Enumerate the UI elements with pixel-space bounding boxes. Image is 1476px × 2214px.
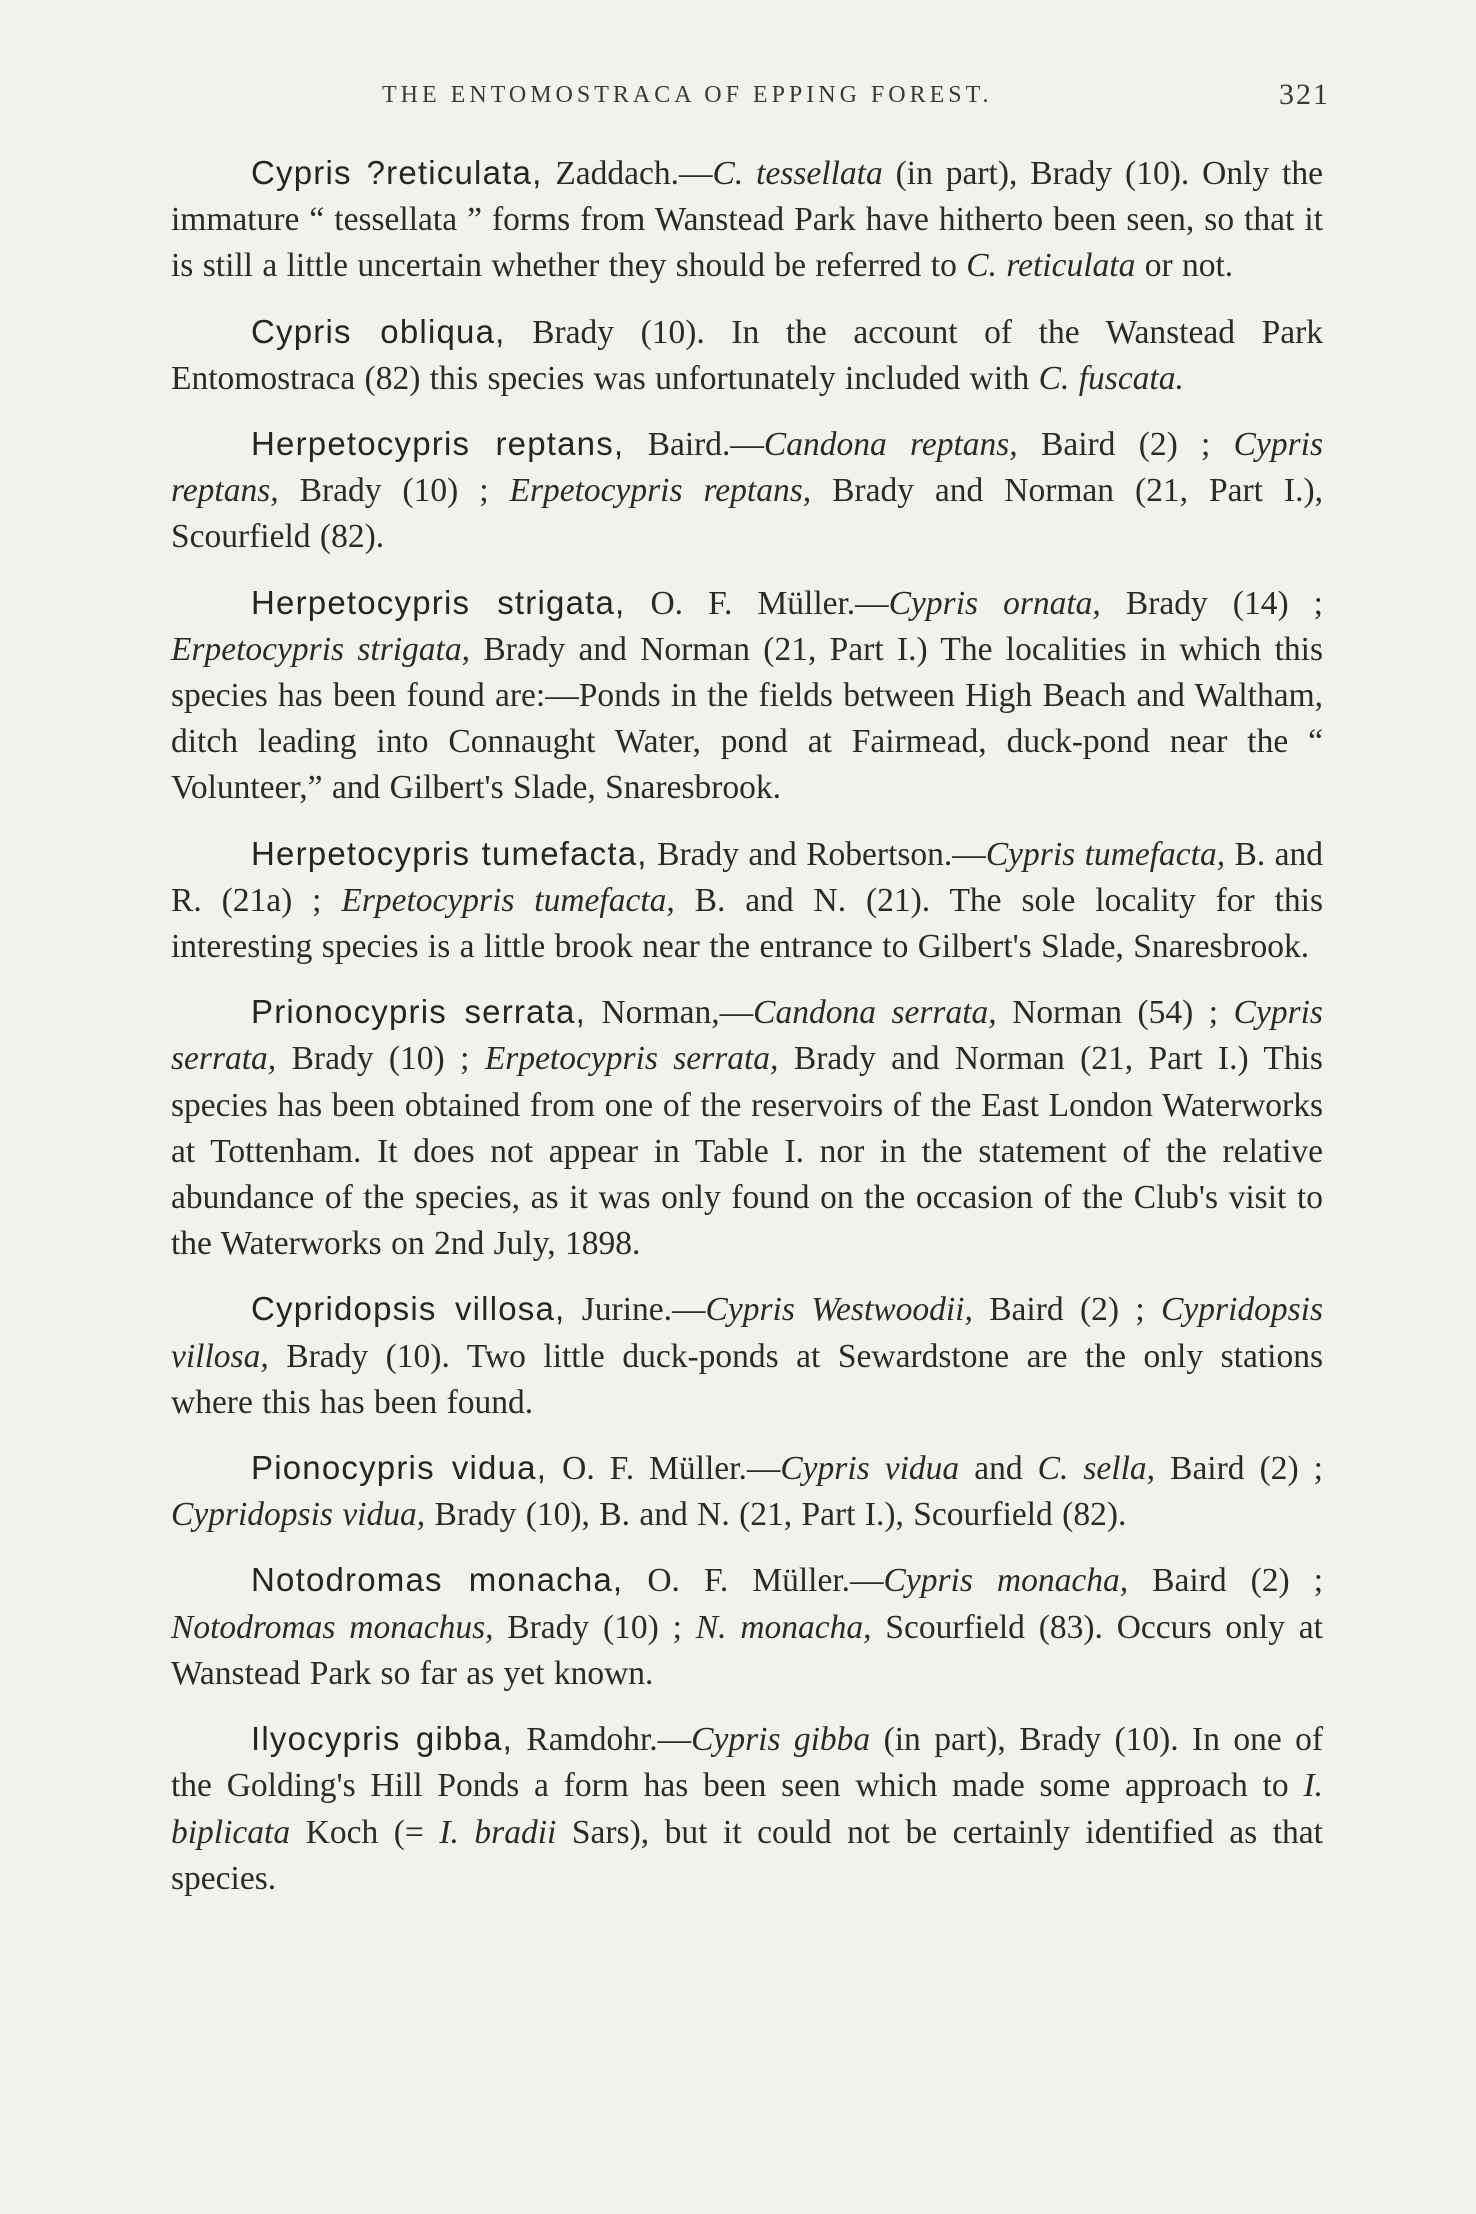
entry-text: Norman,— [585, 994, 754, 1032]
synonym-text: Cypris gibba [691, 1721, 871, 1759]
species-name: Herpetocypris reptans, [251, 425, 625, 463]
entry-text: and [959, 1450, 1038, 1488]
species-entry [171, 1286, 1323, 1426]
synonym-text: Cypris vidua [780, 1450, 960, 1488]
running-title: THE ENTOMOSTRACA OF EPPING FOREST. [382, 82, 993, 108]
entry-text: (in part), Brady (10). In one of the Golding's Hill Ponds a form has been seen which made some approach to [171, 1721, 1324, 1805]
synonym-text: I. biplicata [171, 1767, 1323, 1851]
entry-text: Brady and Norman (21, Part I.) The localities in which this species has been found are:—Ponds in the fields between High Beach and Waltham, ditch leading into Connaught Water, pond at Fairmead, duck-pond near the “ Volunteer,” and Gilbert's Slade, Snaresbrook. [171, 630, 1323, 807]
synonym-text: Cypris Westwoodii, [705, 1291, 973, 1329]
synonym-text: Cypris serrata, [171, 994, 1323, 1078]
synonym-text: Candona serrata, [753, 994, 997, 1032]
entry-text: Brady (10) ; [493, 1608, 696, 1646]
entry-text: B. and N. (21). The sole locality for this interesting species is a little brook near the entrance to Gilbert's Slade, Snaresbrook. [171, 881, 1323, 966]
synonym-text: Erpetocypris tumefacta, [341, 881, 675, 919]
synonym-text: Cypridopsis villosa, [171, 1291, 1324, 1375]
synonym-text: C. tessellata [712, 155, 883, 192]
entry-text: Brady (10). Two little duck-ponds at Sewardstone are the only stations where this has been found. [171, 1337, 1323, 1421]
synonym-text: Erpetocypris reptans, [509, 472, 812, 510]
entry-text: Scourfield (83). Occurs only at Wanstead Park so far as yet known. [171, 1608, 1323, 1692]
species-entry [171, 831, 1323, 971]
entry-text: Ramdohr.— [513, 1721, 692, 1759]
species-name: Cypris obliqua, [251, 312, 506, 350]
entry-text: or not. [1135, 247, 1234, 285]
entry-text: Brady (10) ; [276, 1040, 485, 1078]
synonym-text: Erpetocypris strigata, [171, 630, 470, 668]
species-name: Pionocypris vidua, [251, 1449, 548, 1487]
species-entry [171, 421, 1323, 561]
synonym-text: Cypris reptans, [171, 426, 1324, 510]
synonym-text: Cypris monacha, [883, 1562, 1129, 1600]
synonym-text: Cypridopsis vidua, [171, 1496, 426, 1534]
entry-text: Koch (= [290, 1813, 440, 1851]
entry-text: Baird.— [624, 426, 764, 464]
synonym-text: C. fuscata. [1038, 359, 1184, 397]
entry-text: Jurine.— [565, 1291, 706, 1329]
entry-text: O. F. Müller.— [547, 1450, 781, 1488]
species-name: Cypris ?reticulata, [251, 154, 543, 191]
synonym-text: C. reticulata [966, 247, 1136, 285]
entry-text: Brady and Robertson.— [647, 835, 986, 873]
synonym-text: Notodromas monachus, [171, 1608, 494, 1646]
entry-text: (in part), Brady (10). Only the immature “ tessellata ” forms from Wanstead Park have hitherto been seen, so that it is still a little uncertain whether they should be referred to [171, 155, 1323, 285]
entry-text: O. F. Müller.— [623, 1562, 884, 1600]
entry-text: Brady (10), B. and N. (21, Part I.), Scourfield (82). [425, 1496, 1127, 1534]
body-text [171, 150, 1323, 1921]
entry-text: Baird (2) ; [1155, 1450, 1323, 1488]
entry-text: Zaddach.— [542, 155, 713, 192]
synonym-text: C. sella, [1037, 1450, 1156, 1488]
synonym-text: Cypris ornata, [888, 584, 1101, 622]
species-entry [171, 989, 1323, 1267]
species-entry [171, 309, 1323, 402]
synonym-text: I. bradii [439, 1813, 557, 1851]
entry-text: Brady (14) ; [1100, 584, 1323, 622]
entry-text: Baird (2) ; [972, 1291, 1162, 1329]
species-entry [171, 1445, 1323, 1538]
entry-text: Norman (54) ; [996, 994, 1234, 1032]
species-entry [171, 1557, 1323, 1697]
species-name: Ilyocypris gibba, [251, 1720, 514, 1758]
species-name: Cypridopsis villosa, [251, 1290, 566, 1328]
synonym-text: N. monacha, [695, 1608, 872, 1646]
entry-text: Brady (10) ; [278, 472, 510, 510]
species-entry [171, 580, 1323, 812]
species-entry [171, 1716, 1323, 1902]
synonym-text: Candona reptans, [763, 426, 1018, 464]
species-name: Notodromas monacha, [251, 1561, 624, 1599]
entry-text: Sars), but it could not be certainly identified as that species. [171, 1813, 1323, 1897]
entry-text: O. F. Müller.— [625, 584, 889, 622]
entry-text: Brady and Norman (21, Part I.) This species has been obtained from one of the reservoirs of the East London Waterworks at Tottenham. It does not appear in Table I. nor in the statement of the relative abundance of the species, as it was only found on the occasion of the Club's visit to the Waterworks on 2nd July, 1898. [171, 1040, 1323, 1263]
species-name: Herpetocypris strigata, [251, 583, 626, 621]
entry-text: B. and R. (21a) ; [171, 835, 1324, 919]
species-entry [171, 150, 1323, 290]
page-number: 321 [1279, 78, 1330, 111]
synonym-text: Erpetocypris serrata, [484, 1040, 779, 1078]
page-header [170, 78, 1330, 122]
entry-text: Baird (2) ; [1017, 426, 1234, 464]
species-name: Prionocypris serrata, [251, 993, 586, 1031]
entry-text: Brady and Norman (21, Part I.), Scourfield (82). [171, 472, 1323, 556]
entry-text: Baird (2) ; [1128, 1562, 1324, 1600]
species-name: Herpetocypris tumefacta, [251, 834, 648, 872]
entry-text: Brady (10). In the account of the Wanstead Park Entomostraca (82) this species was unfortunately included with [171, 313, 1323, 397]
synonym-text: Cypris tumefacta, [985, 835, 1226, 873]
